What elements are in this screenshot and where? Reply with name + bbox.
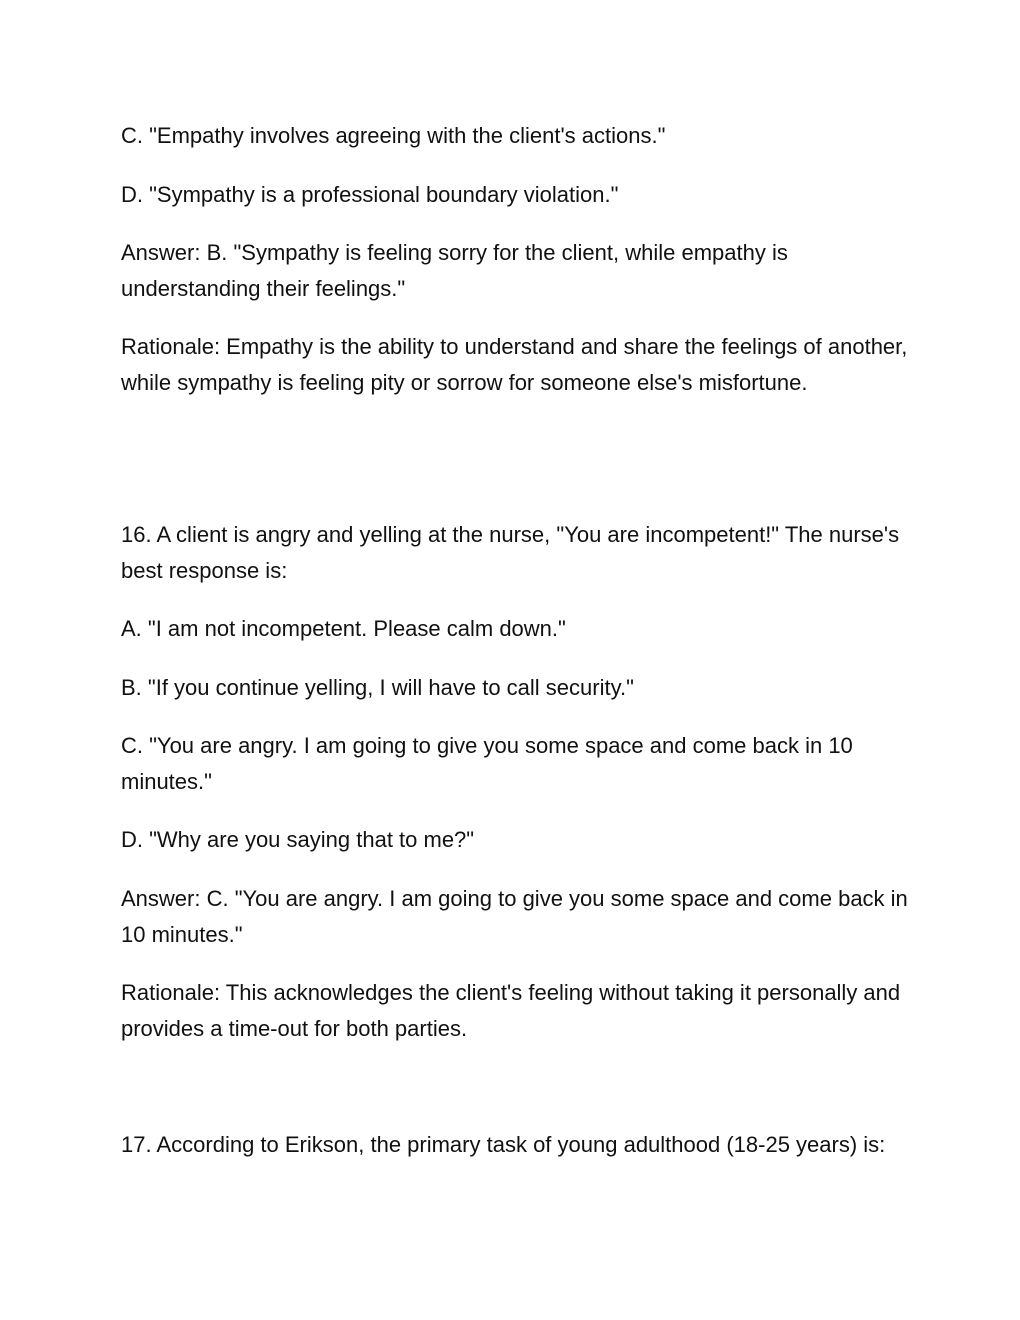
- q16-option-d: D. "Why are you saying that to me?": [121, 827, 475, 852]
- q17-question: 17. According to Erikson, the primary task of young adulthood (18-25 years) is:: [121, 1132, 886, 1157]
- q16-answer: Answer: C. "You are angry. I am going to give you some space and come back in 10 minutes.": [121, 886, 908, 947]
- q16-option-c: C. "You are angry. I am going to give you some space and come back in 10 minutes.": [121, 733, 853, 794]
- q15-option-c: C. "Empathy involves agreeing with the client's actions.": [121, 123, 666, 148]
- q15-rationale: Rationale: Empathy is the ability to understand and share the feelings of another, while sympathy is feeling pity or sorrow for someone else's misfortune.: [121, 334, 908, 395]
- q15-option-d: D. "Sympathy is a professional boundary violation.": [121, 182, 619, 207]
- q16-option-b: B. "If you continue yelling, I will have to call security.": [121, 675, 634, 700]
- q15-answer: Answer: B. "Sympathy is feeling sorry for the client, while empathy is understanding their feelings.": [121, 240, 788, 301]
- q16-rationale: Rationale: This acknowledges the client's feeling without taking it personally and provides a time-out for both parties.: [121, 980, 901, 1041]
- q16-question: 16. A client is angry and yelling at the nurse, "You are incompetent!" The nurse's best response is:: [121, 522, 900, 583]
- q16-option-a: A. "I am not incompetent. Please calm down.": [121, 616, 566, 641]
